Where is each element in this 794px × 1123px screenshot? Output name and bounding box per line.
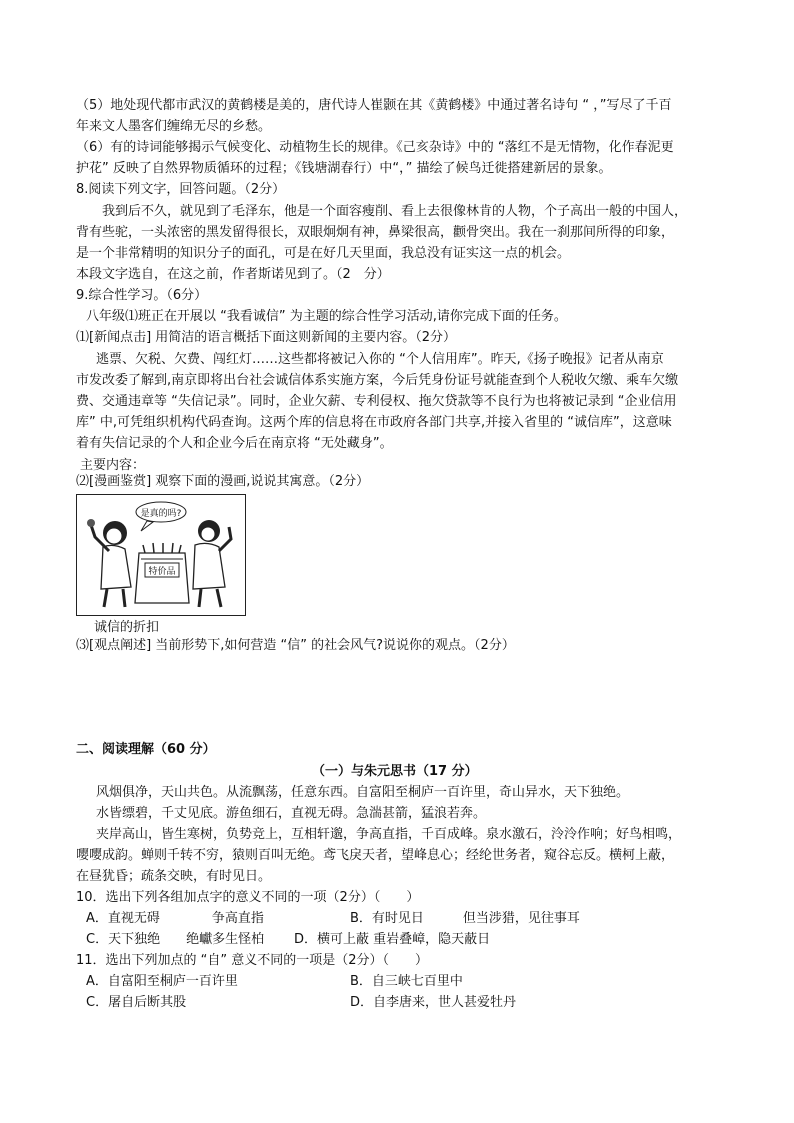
q7-6-line2: 护花” 反映了自然界物质循环的过程；《钱塘湖春行）中“，” 描绘了候鸟迁徙搭建新居的景象。 [76, 161, 612, 176]
q9-intro: 八年级⑴班正在开展以 “我看诚信” 为主题的综合性学习活动,请你完成下面的任务。 [86, 309, 567, 324]
q10-heading: 10．选出下列各组加点字的意义不同的一项（2分）（ ） [76, 890, 420, 905]
passage-title: （一）与朱元思书（17 分） [312, 764, 478, 779]
q11-option-d: D．自李唐来，世人甚爱牡丹 [350, 995, 517, 1010]
classical-text-line2: 水皆缥碧，千丈见底。游鱼细石，直视无碍。急湍甚箭，猛浪若奔。 [96, 806, 487, 821]
news-line3: 费、交通违章等 “失信记录”。同时，企业欠薪、专利侵权、拖欠贷款等不良行为也将被记录到 “企业信用 [76, 394, 677, 409]
classical-text-line4: 嘤嘤成韵。蝉则千转不穷，猿则百叫无绝。鸢飞戾天者，望峰息心；经纶世务者，窥谷忘反。横柯上蔽， [76, 848, 675, 863]
q11-option-a: A．自富阳至桐庐一百许里 [86, 974, 238, 989]
classical-text-line5: 在昼犹昏；疏条交映，有时见日。 [76, 869, 272, 884]
news-line1: 逃票、欠税、欠费、闯红灯……这些都将被记入你的 “个人信用库”。昨天,《扬子晚报》记者从南京 [96, 352, 664, 367]
classical-text-line1: 风烟俱净，天山共色。从流飘荡，任意东西。自富阳至桐庐一百许里，奇山异水，天下独绝。 [96, 785, 630, 800]
news-line2: 市发改委了解到,南京即将出台社会诚信体系实施方案，今后凭身份证号就能查到个人税收欠缴、乘车欠缴 [76, 373, 679, 388]
q9-1-heading: ⑴[新闻点击] 用简洁的语言概括下面这则新闻的主要内容。（2分） [76, 330, 457, 345]
q9-2-heading: ⑵[漫画鉴赏] 观察下面的漫画,说说其寓意。（2分） [76, 474, 370, 489]
q11-option-c: C．屠自后断其股 [86, 995, 187, 1010]
q7-5-line2: 年来文人墨客们缠绵无尽的乡愁。 [76, 119, 272, 134]
classical-text-line3: 夹岸高山，皆生寒树，负势竞上，互相轩邈，争高直指，千百成峰。泉水激石，泠泠作响；好鸟相鸣， [96, 827, 682, 842]
q11-heading: 11．选出下列加点的 “自” 意义不同的一项是（2分）（ ） [76, 953, 429, 968]
q8-passage-line1: 我到后不久，就见到了毛泽东，他是一个面容瘦削、看上去很像林肯的人物，个子高出一般的中国人， [102, 204, 688, 219]
q10-option-d: D．横可上蔽 重岩叠嶂，隐天蔽日 [294, 932, 491, 947]
q8-heading: 8.阅读下列文字，回答问题。（2分） [76, 182, 286, 197]
cartoon-speech-bubble: 是真的吗? [140, 509, 182, 519]
cartoon-price-sign: 特价品 [148, 567, 176, 577]
news-line4: 库” 中,可凭组织机构代码查询。这两个库的信息将在市政府各部门共享,并接入省里的 “诚信库”，这意味 [76, 415, 672, 430]
news-line5: 着有失信记录的个人和企业今后在南京将 “无处藏身”。 [76, 436, 393, 451]
cartoon-caption: 诚信的折扣 [94, 620, 160, 635]
q10-option-c: C．天下独绝 绝巘多生怪柏 [86, 932, 265, 947]
q10-option-a: A．直视无碍 争高直指 [86, 911, 264, 926]
section-2-heading: 二、阅读理解（60 分） [76, 742, 216, 757]
q9-heading: 9.综合性学习。（6分） [76, 288, 208, 303]
q8-prompt: 本段文字选自，在这之前，作者斯诺见到了。（2 分） [76, 267, 390, 282]
q8-passage-line3: 是一个非常精明的知识分子的面孔，可是在好几天里面，我总没有证实这一点的机会。 [76, 246, 571, 261]
cartoon-image [76, 494, 246, 616]
q8-passage-line2: 背有些驼，一头浓密的黑发留得很长，双眼炯炯有神，鼻梁很高，颧骨突出。我在一刹那间所得的印象， [76, 225, 675, 240]
q11-option-b: B．自三峡七百里中 [350, 974, 463, 989]
q9-3-heading: ⑶[观点阐述] 当前形势下,如何营造 “信” 的社会风气?说说你的观点。（2分） [76, 638, 515, 653]
q7-6-line1: （6）有的诗词能够揭示气候变化、动植物生长的规律。《己亥杂诗》中的 “落红不是无情物，化作春泥更 [76, 140, 674, 155]
main-content-label: 主要内容： [80, 458, 146, 473]
q10-option-b: B．有时见日 但当涉猎，见往事耳 [350, 911, 580, 926]
q7-5-line1: （5）地处现代都市武汉的黄鹤楼是美的，唐代诗人崔颢在其《黄鹤楼》中通过著名诗句 “ ，”写尽了千百 [76, 98, 672, 113]
